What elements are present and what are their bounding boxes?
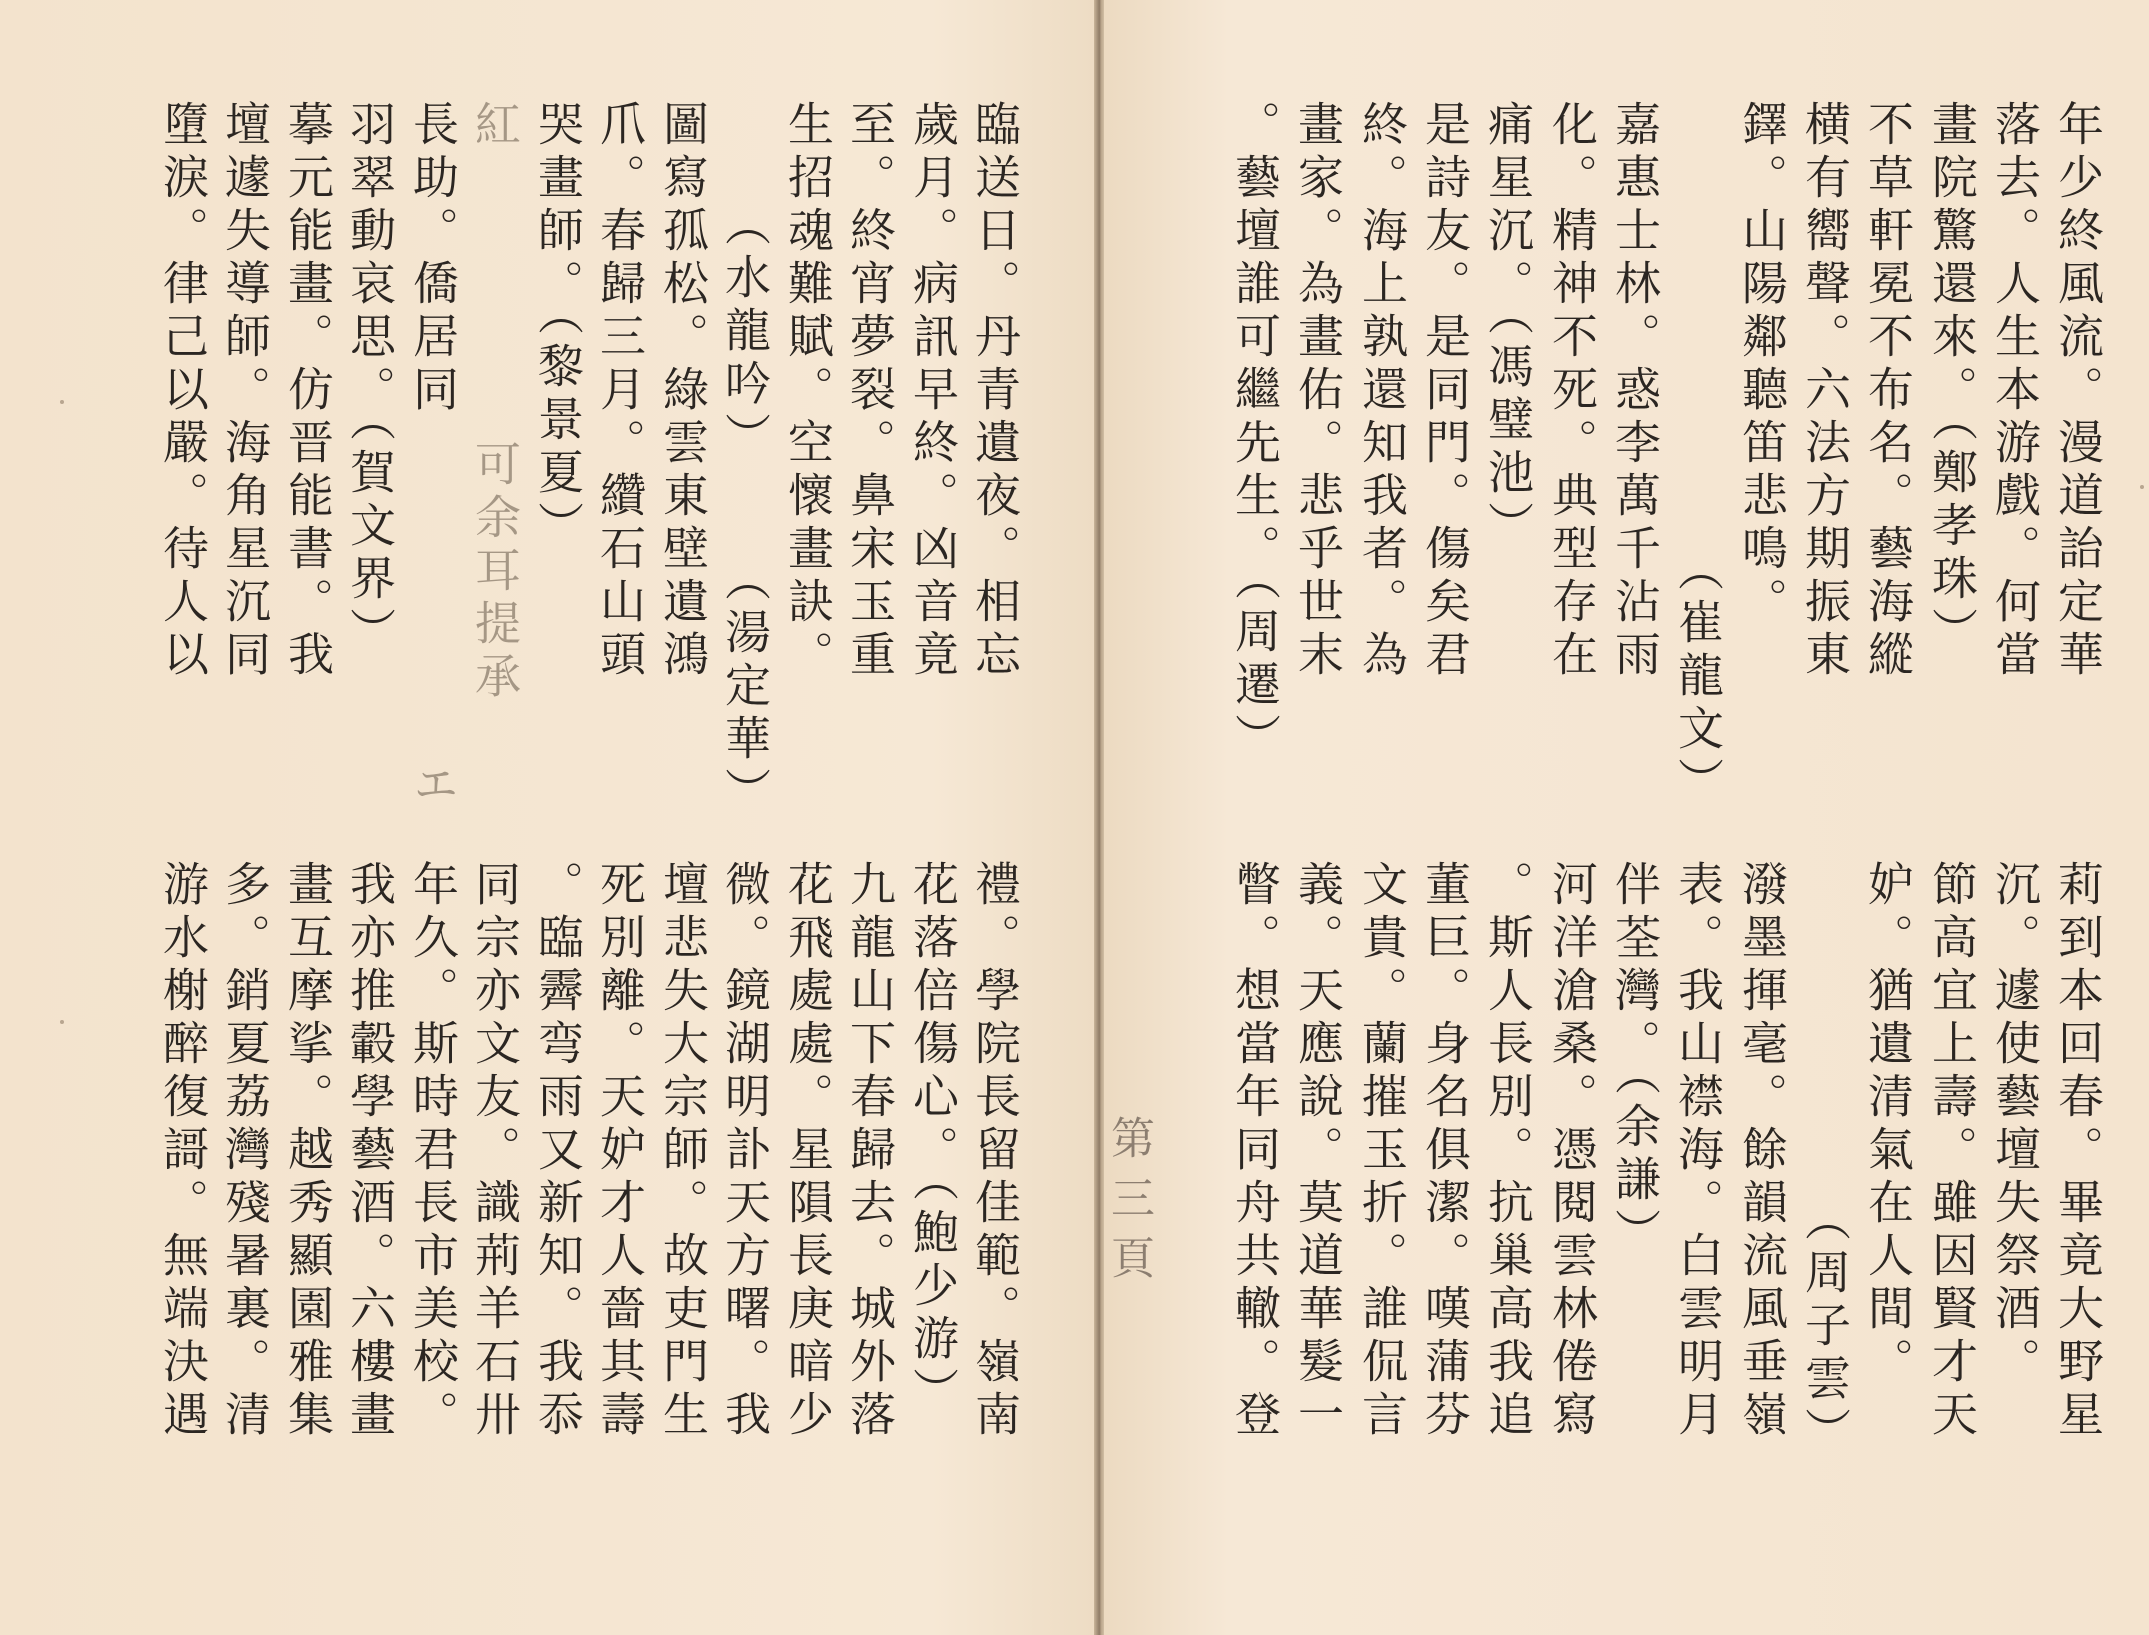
text-column: 長助。僑居同 — [406, 100, 460, 418]
page-number: 第三頁 — [1103, 1115, 1154, 1295]
text-column: 義。天應說。莫道華髮一 — [1291, 860, 1345, 1443]
text-column: （崔龍文） — [1671, 545, 1725, 810]
text-column: （水龍吟） — [718, 200, 772, 465]
text-column: 瞥。想當年同舟共轍。登 — [1228, 860, 1282, 1443]
text-column: 花飛處處。星隕長庚暗少 — [781, 860, 835, 1443]
text-column: 伴荃灣。（余謙） — [1608, 860, 1662, 1261]
text-column: 墮淚。律己以嚴。待人以 — [156, 100, 210, 683]
text-column: 。臨霽弯雨又新知。我忝 — [531, 860, 585, 1443]
text-column: 落去。人生本游戲。何當 — [1988, 100, 2042, 683]
text-column: 生招魂難賦。空懷畫訣。 — [781, 100, 835, 683]
text-column: 圖寫孤松。綠雲東壁遺鴻 — [656, 100, 710, 683]
paper-speck — [60, 400, 64, 404]
text-column: 壇悲失大宗師。故吏門生 — [656, 860, 710, 1443]
text-column: 是詩友。是同門。傷矣君 — [1418, 100, 1472, 683]
text-column: 至。終宵夢裂。鼻宋玉重 — [843, 100, 897, 683]
paper-speck — [60, 1020, 64, 1024]
text-column: 九龍山下春歸去。城外落 — [843, 860, 897, 1443]
text-column: 横有嚮聲。六法方期振東 — [1798, 100, 1852, 683]
faint-text: 可余耳提承 — [468, 440, 522, 705]
text-column: 畫互摩挲。越秀顯園雅集 — [281, 860, 335, 1443]
text-column: 壇遽失導師。海角星沉同 — [218, 100, 272, 683]
text-column: （周子雲） — [1798, 1195, 1852, 1460]
text-column: 我亦推轂學藝酒。六樓畫 — [343, 860, 397, 1443]
text-column: 妒。猶遺清氣在人間。 — [1861, 860, 1915, 1390]
text-column: 董巨。身名俱潔。嘆蒲芬 — [1418, 860, 1472, 1443]
text-column: 畫家。為畫佑。悲乎世末 — [1291, 100, 1345, 683]
text-column: 游水榭醉復謌。無端決遇 — [156, 860, 210, 1443]
faint-text: 紅 — [468, 100, 522, 153]
paper-speck — [2140, 485, 2144, 489]
text-column: 哭畫師。（黎景夏） — [531, 100, 585, 554]
text-column: 莉到本回春。畢竟大野星 — [2051, 860, 2105, 1443]
text-column: 沉。遽使藝壇失祭酒。 — [1988, 860, 2042, 1390]
text-column: 年久。斯時君長市美校。 — [406, 860, 460, 1443]
text-column: 摹元能畫。仿晋能書。我 — [281, 100, 335, 683]
text-column: 終。海上孰還知我者。為 — [1355, 100, 1409, 683]
text-column: 花落倍傷心。（鮑少游） — [906, 860, 960, 1420]
text-column: 鐸。山陽鄰聽笛悲鳴。 — [1735, 100, 1789, 630]
text-column: 化。精神不死。典型存在 — [1545, 100, 1599, 683]
text-column: 。斯人長別。抗巢高我追 — [1481, 860, 1535, 1443]
faint-text: エ — [406, 760, 460, 813]
text-column: 歲月。病訊早終。凶音竟 — [906, 100, 960, 683]
text-column: 微。鏡湖明訃天方曙。我 — [718, 860, 772, 1443]
text-column: 節高宜上壽。雖因賢才天 — [1925, 860, 1979, 1443]
text-column: 。藝壇誰可繼先生。（周遷） — [1228, 100, 1282, 766]
text-column: 臨送日。丹青遺夜。相忘 — [968, 100, 1022, 683]
text-column: 潑墨揮毫。餘韻流風垂嶺 — [1735, 860, 1789, 1443]
text-column: 爪。春歸三月。纘石山頭 — [593, 100, 647, 683]
text-column: 同宗亦文友。識荊羊石卅 — [468, 860, 522, 1443]
text-column: 死別離。天妒才人嗇其壽 — [593, 860, 647, 1443]
text-column: 文貴。蘭摧玉折。誰侃言 — [1355, 860, 1409, 1443]
text-column: 嘉惠士林。惑李萬千沾雨 — [1608, 100, 1662, 683]
text-column: 不草軒冕不布名。藝海縱 — [1861, 100, 1915, 683]
text-column: 羽翠動哀思。（賀文界） — [343, 100, 397, 660]
text-column: （湯定華） — [718, 555, 772, 820]
text-column: 年少終風流。漫道詒定華 — [2051, 100, 2105, 683]
text-column: 禮。學院長留佳範。嶺南 — [968, 860, 1022, 1443]
text-column: 多。銷夏荔灣殘暑裏。清 — [218, 860, 272, 1443]
text-column: 表。我山襟海。白雲明月 — [1671, 860, 1725, 1443]
text-column: 痛星沉。（馮璧池） — [1481, 100, 1535, 554]
text-column: 河洋滄桑。憑閱雲林倦寫 — [1545, 860, 1599, 1443]
text-column: 畫院驚還來。（鄭孝珠） — [1925, 100, 1979, 660]
